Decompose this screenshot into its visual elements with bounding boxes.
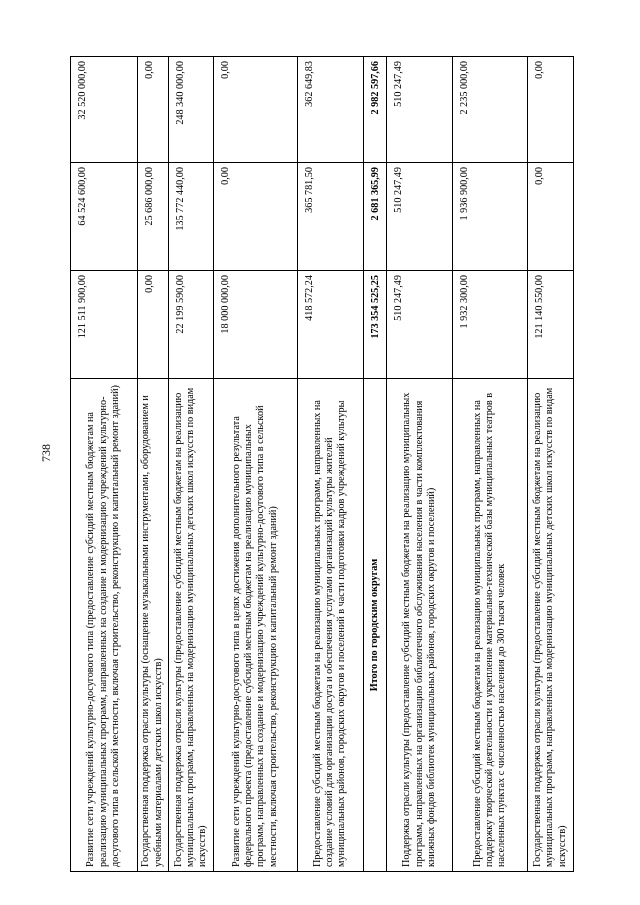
table-row	[214, 57, 297, 872]
row-description: Государственная поддержка отрасли культуры (предоставление субсидий местным бюджетам на реализацию муниципальных программ, направленных на модернизацию муниципальных детских школ искусств по видам искусств)	[528, 379, 574, 872]
value-year-3: 32 520 000,00	[71, 57, 138, 163]
table-row	[71, 57, 138, 872]
table-row	[137, 57, 168, 872]
row-description: Предоставление субсидий местным бюджетам на реализацию муниципальных программ, направленных на создание условий для организации досуга и обеспечения услугами организаций культуры жителей муниципальных районов, городских округов и поселений в части подготовки кадров учреждений культуры	[297, 379, 364, 872]
total-label: Итого по городским округам	[364, 379, 387, 872]
table-row	[168, 57, 214, 872]
rotated-table-wrapper	[70, 57, 574, 872]
value-year-2: 0,00	[214, 163, 297, 271]
value-year-3: 2 235 000,00	[453, 57, 528, 163]
row-description: Развитие сети учреждений культурно-досугового типа в целях достижения дополнительного результата федерального проекта (предоставление субсидий местным бюджетам на реализацию муниципальных программ, направленных на создание и модернизацию учреждений культурно-досугового типа в сельской местности, включая строительство, реконструкцию и капитальный ремонт зданий)	[214, 379, 297, 872]
value-year-3: 248 340 000,00	[168, 57, 214, 163]
subsidy-table	[70, 56, 574, 872]
value-year-2: 135 772 440,00	[168, 163, 214, 271]
total-row	[364, 57, 387, 872]
table-row	[453, 57, 528, 872]
row-description: Предоставление субсидий местным бюджетам на реализацию муниципальных программ, направленных на поддержку творческой деятельности и укрепление материально-технической базы муниципальных театров в населенных пунктах с численностью населения до 300 тысяч человек	[453, 379, 528, 872]
value-year-3: 362 649,83	[297, 57, 364, 163]
value-year-2: 0,00	[528, 163, 574, 271]
row-description: Государственная поддержка отрасли культуры (оснащение музыкальными инструментами, оборудованием и учебными материалами детских школ искусств)	[137, 379, 168, 872]
value-year-1: 22 199 590,00	[168, 271, 214, 379]
total-year-2: 2 681 365,99	[364, 163, 387, 271]
row-description: Развитие сети учреждений культурно-досугового типа (предоставление субсидий местным бюджетам на реализацию муниципальных программ, направленных на создание и модернизацию учреждений культурно-досугового типа в сельской местности, включая строительство, реконструкцию и капитальный ремонт зданий)	[71, 379, 138, 872]
row-description: Государственная поддержка отрасли культуры (предоставление субсидий местным бюджетам на реализацию муниципальных программ, направленных на модернизацию муниципальных детских школ искусств по видам искусств)	[168, 379, 214, 872]
value-year-1: 121 140 550,00	[528, 271, 574, 379]
value-year-3: 510 247,49	[386, 57, 453, 163]
table-row	[528, 57, 574, 872]
table-row	[386, 57, 453, 872]
total-year-1: 173 354 525,25	[364, 271, 387, 379]
page-number: 738	[39, 444, 53, 462]
value-year-2: 510 247,49	[386, 163, 453, 271]
value-year-1: 418 572,24	[297, 271, 364, 379]
value-year-2: 25 686 000,00	[137, 163, 168, 271]
value-year-1: 510 247,49	[386, 271, 453, 379]
value-year-1: 0,00	[137, 271, 168, 379]
value-year-3: 0,00	[214, 57, 297, 163]
value-year-1: 121 511 900,00	[71, 271, 138, 379]
value-year-2: 1 936 900,00	[453, 163, 528, 271]
value-year-1: 18 000 000,00	[214, 271, 297, 379]
value-year-2: 365 781,50	[297, 163, 364, 271]
value-year-2: 64 524 600,00	[71, 163, 138, 271]
value-year-3: 0,00	[528, 57, 574, 163]
total-year-3: 2 982 597,66	[364, 57, 387, 163]
table-row	[297, 57, 364, 872]
rotated-table-frame	[70, 57, 574, 872]
value-year-3: 0,00	[137, 57, 168, 163]
value-year-1: 1 932 300,00	[453, 271, 528, 379]
row-description: Поддержка отрасли культуры (предоставление субсидий местным бюджетам на реализацию муниципальных программ, направленных на организацию библиотечного обслуживания населения в части комплектования книжных фондов библиотек муниципальных районов, городских округов и поселений)	[386, 379, 453, 872]
